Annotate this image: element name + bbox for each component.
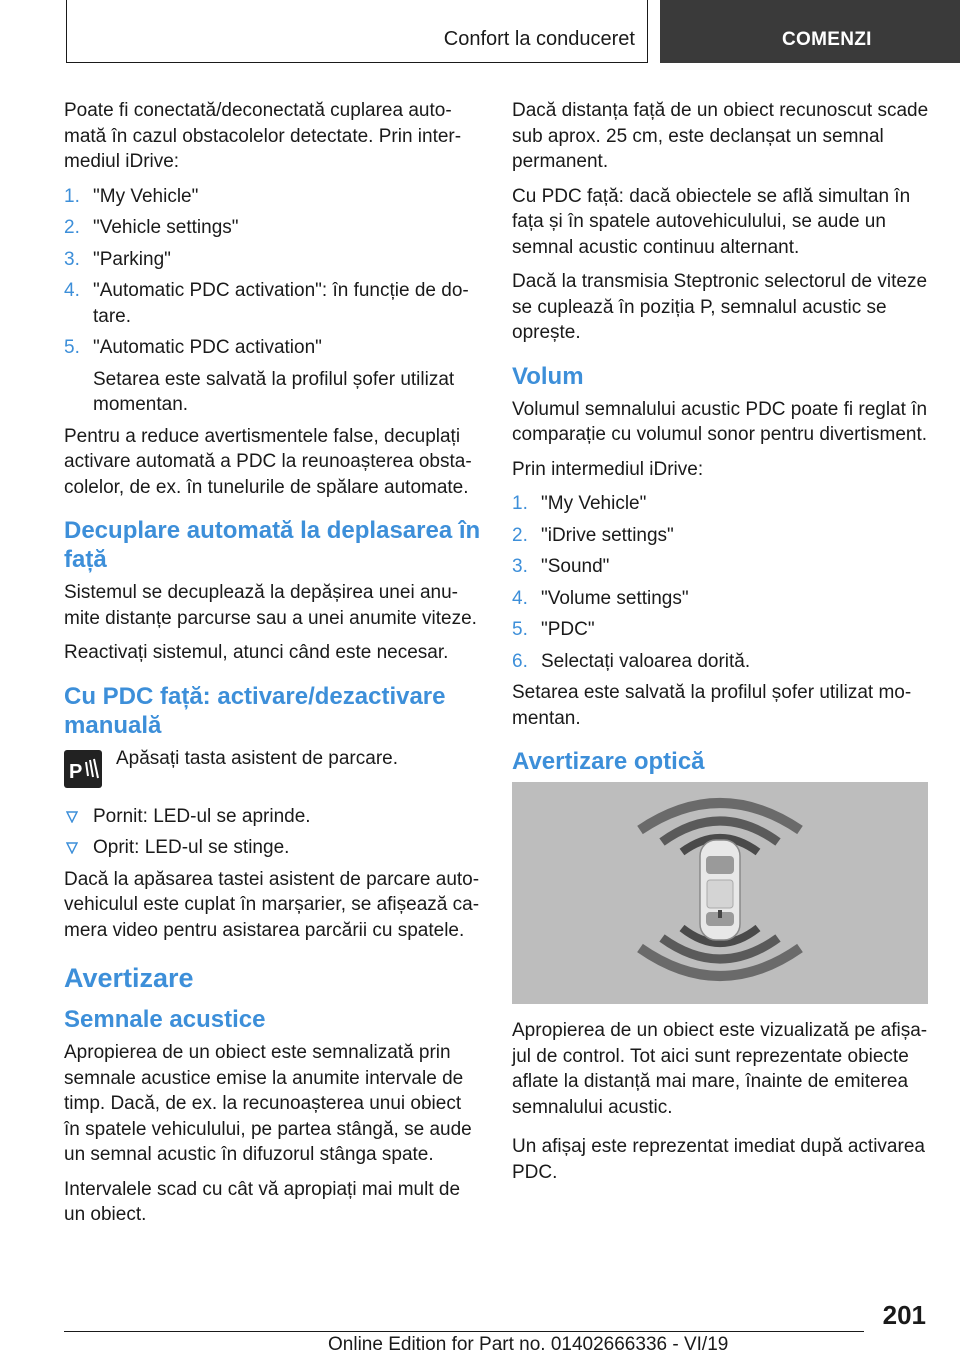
heading-optical-warning: Avertizare optică xyxy=(512,748,705,775)
list-item: 5. "PDC" xyxy=(512,619,595,640)
heading-volume: Volum xyxy=(512,362,584,390)
list-item: 1. "My Vehicle" xyxy=(64,185,199,207)
page-header xyxy=(0,0,960,66)
bullet-triangle-icon xyxy=(66,842,78,854)
optical-paragraph: Apropierea de un obiect este vizualizată pe afișajul de control. Tot aici sunt reprezentate obiecte aflate la distanță mai mare, înainte de emiterea semnalului acustic. xyxy=(512,1020,928,1118)
steptronic-paragraph: Dacă la transmisia Steptronic selectorul de viteze se cuplează în poziția P, semnalul acustic se oprește. xyxy=(512,271,928,343)
right-column xyxy=(512,98,932,1194)
idrive-paragraph: Prin intermediul iDrive: xyxy=(512,458,704,480)
button-instruction xyxy=(64,746,482,796)
page-number: 201 xyxy=(882,1300,926,1330)
heading-acoustic-signals: Semnale acustice xyxy=(64,1006,266,1033)
acoustic-paragraph: Apropierea de un obiect este semnalizată prin semnale acustice emise la anumite intervale de timp. Dacă, de ex. la recunoașterea unui obiect în spatele vehiculului, pe partea stângă, se aude un semnal acustic în difuzorul stânga spate. xyxy=(64,1042,472,1165)
intro-paragraph: Poate fi conectată/deconectată cuplarea automată în cazul obstacolelor detectate. Prin intermediul iDrive: xyxy=(64,100,462,172)
false-warnings-paragraph: Pentru a reduce avertismentele false, decuplați activare automată a PDC la reunoașterea obstacolelor, de ex. în tunelurile de spălare automate. xyxy=(64,425,472,498)
heading-auto-decouple: Decuplare automată la deplasarea în față xyxy=(64,517,481,573)
chapter-title: COMENZI xyxy=(782,29,872,50)
section-tab xyxy=(66,0,648,63)
saved-paragraph: Setarea este salvată la profilul șofer utilizat momentan. xyxy=(512,682,912,729)
step-note: Setarea este salvată la profilul șofer utilizat momentan. xyxy=(93,368,455,415)
heading-warning: Avertizare xyxy=(64,963,194,993)
auto-pdc-steps xyxy=(64,184,482,418)
interval-paragraph: Intervalele scad cu cât vă apropiați mai mult de un obiect. xyxy=(64,1178,461,1225)
led-status-list xyxy=(64,804,482,861)
svg-text:P: P xyxy=(69,760,83,783)
list-item: 3. "Parking" xyxy=(64,248,171,270)
bullet-triangle-icon xyxy=(66,811,78,823)
list-item: 5. "Automatic PDC activation" Setarea este salvată la profilul șofer utilizat momentan. xyxy=(64,335,482,418)
list-item: 4. "Automatic PDC activation": în funcție de dotare. xyxy=(64,280,469,327)
hand-pointer-icon xyxy=(0,0,28,30)
distance-paragraph: Dacă distanța față de un obiect recunoscut scade sub aprox. 25 cm, este declanșat un semnal permanent. xyxy=(512,100,929,172)
front-rear-paragraph: Cu PDC față: dacă obiectele se află simultan în fața și în spatele autovehiculului, se aude un semnal acustic continuu alternant. xyxy=(512,185,911,258)
left-column xyxy=(64,98,482,1237)
heading-manual-activation: Cu PDC față: activare/dezactivare manuală xyxy=(64,682,446,739)
list-item: Pornit: LED-ul se aprinde. xyxy=(64,804,482,830)
section-title: Confort la conduceret xyxy=(443,28,635,50)
list-item: 3. "Sound" xyxy=(512,556,610,577)
display-paragraph: Un afișaj este reprezentat imediat după activarea PDC. xyxy=(512,1136,925,1183)
parking-assistant-button-icon xyxy=(64,750,102,788)
list-item: 1. "My Vehicle" xyxy=(512,493,647,514)
volume-paragraph: Volumul semnalului acustic PDC poate fi reglat în comparație cu volumul sonor pentru divertisment. xyxy=(512,398,928,445)
footer-divider xyxy=(64,1331,864,1332)
reactivate-paragraph: Reactivați sistemul, atunci când este necesar. xyxy=(64,642,449,663)
list-item: 2. "iDrive settings" xyxy=(512,524,674,546)
pdc-display-illustration xyxy=(512,782,928,1004)
chapter-tab xyxy=(660,0,960,63)
list-item: 4. "Volume settings" xyxy=(512,587,689,609)
pdc-car-diagram xyxy=(512,782,928,1004)
list-item: 2. "Vehicle settings" xyxy=(64,217,239,238)
decouple-paragraph: Sistemul se decuplează la depășirea unei anumite distanțe parcurse sau a unei anumite viteze. xyxy=(64,582,477,629)
list-item: Oprit: LED-ul se stinge. xyxy=(64,835,482,861)
button-instruction-text: Apăsați tasta asistent de parcare. xyxy=(116,747,398,769)
list-item: 6. Selectați valoarea dorită. xyxy=(512,650,751,672)
reverse-gear-paragraph: Dacă la apăsarea tastei asistent de parcare autovehiculul este cuplat în marșarier, se afișează camera video pentru asistarea parcării cu spatele. xyxy=(64,868,480,941)
volume-steps xyxy=(512,491,932,674)
edition-note: Online Edition for Part no. 01402666336 - VI/19 xyxy=(328,1334,729,1355)
